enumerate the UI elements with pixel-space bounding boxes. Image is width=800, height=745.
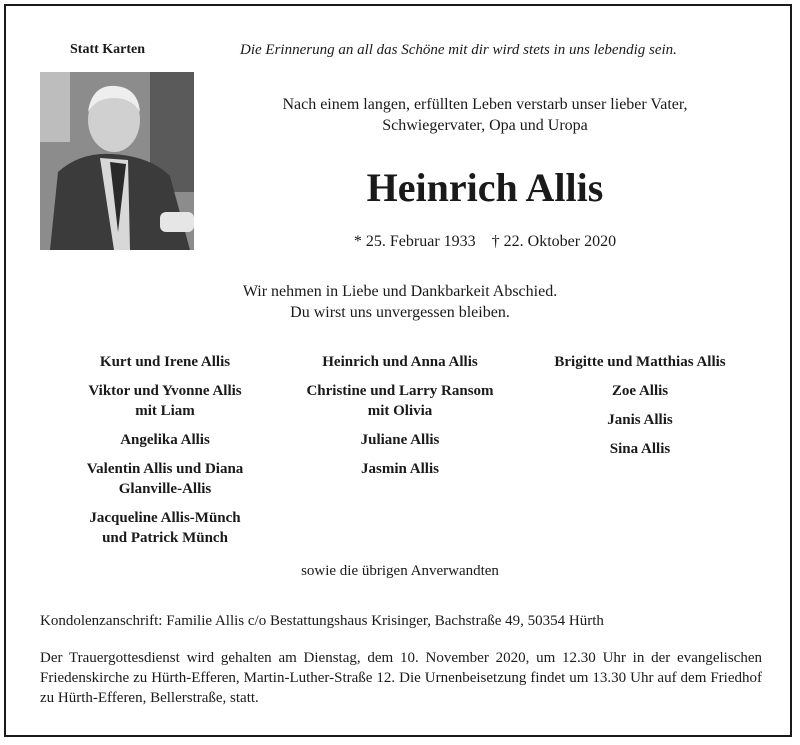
mourners-column-1 bbox=[50, 352, 280, 557]
other-relatives: sowie die übrigen Anverwandten bbox=[301, 563, 499, 579]
intro-line-2: Schwiegervater, Opa und Uropa bbox=[382, 117, 588, 134]
mourner-entry: Juliane Allis bbox=[360, 432, 440, 448]
death-date: † 22. Oktober 2020 bbox=[491, 233, 617, 250]
mourner-entry: Sina Allis bbox=[609, 441, 671, 457]
mourner-entry: Viktor und Yvonne Allis mit Liam bbox=[88, 383, 242, 419]
mourner-entry: Janis Allis bbox=[607, 412, 673, 428]
condolence-address: Kondolenzanschrift: Familie Allis c/o Bestattungshaus Krisinger, Bachstraße 49, 50354 Hürth bbox=[40, 613, 604, 629]
mourner-entry: Zoe Allis bbox=[611, 383, 669, 399]
intro-line-1: Nach einem langen, erfüllten Leben verstarb unser lieber Vater, bbox=[282, 96, 688, 113]
mourner-entry: Valentin Allis und Diana Glanville-Allis bbox=[86, 461, 244, 497]
deceased-name: Heinrich Allis bbox=[366, 165, 604, 210]
mourner-entry: Angelika Allis bbox=[120, 432, 210, 448]
mourners-column-3 bbox=[525, 352, 755, 468]
mourner-entry: Kurt und Irene Allis bbox=[99, 354, 231, 370]
mourner-entry: Jacqueline Allis-Münch und Patrick Münch bbox=[89, 510, 241, 546]
mourners-column-2 bbox=[285, 352, 515, 488]
portrait-photo bbox=[40, 72, 194, 250]
motto: Die Erinnerung an all das Schöne mit dir wird stets in uns lebendig sein. bbox=[240, 42, 677, 58]
life-dates bbox=[230, 233, 740, 251]
portrait-icon bbox=[40, 72, 194, 250]
mourner-entry: Heinrich und Anna Allis bbox=[322, 354, 478, 370]
birth-date: * 25. Februar 1933 bbox=[353, 233, 476, 250]
funeral-service-info: Der Trauergottesdienst wird gehalten am Dienstag, dem 10. November 2020, um 12.30 Uhr in der evangelischen Friedenskirche zu Hürth-Efferen, Martin-Luther-Straße 12. Die Urnenbeisetzung findet um 13.30 Uhr auf dem Friedhof zu Hürth-Efferen, Bellerstraße, statt. bbox=[40, 650, 762, 706]
farewell-line-2: Du wirst uns unvergessen bleiben. bbox=[290, 304, 510, 321]
mourner-entry: Christine und Larry Ransom mit Olivia bbox=[306, 383, 494, 419]
farewell-text bbox=[100, 281, 700, 323]
mourner-entry: Brigitte und Matthias Allis bbox=[554, 354, 726, 370]
intro-text bbox=[230, 94, 740, 136]
farewell-line-1: Wir nehmen in Liebe und Dankbarkeit Abschied. bbox=[242, 283, 558, 300]
statt-karten: Statt Karten bbox=[70, 42, 146, 57]
mourner-entry: Jasmin Allis bbox=[361, 461, 439, 477]
